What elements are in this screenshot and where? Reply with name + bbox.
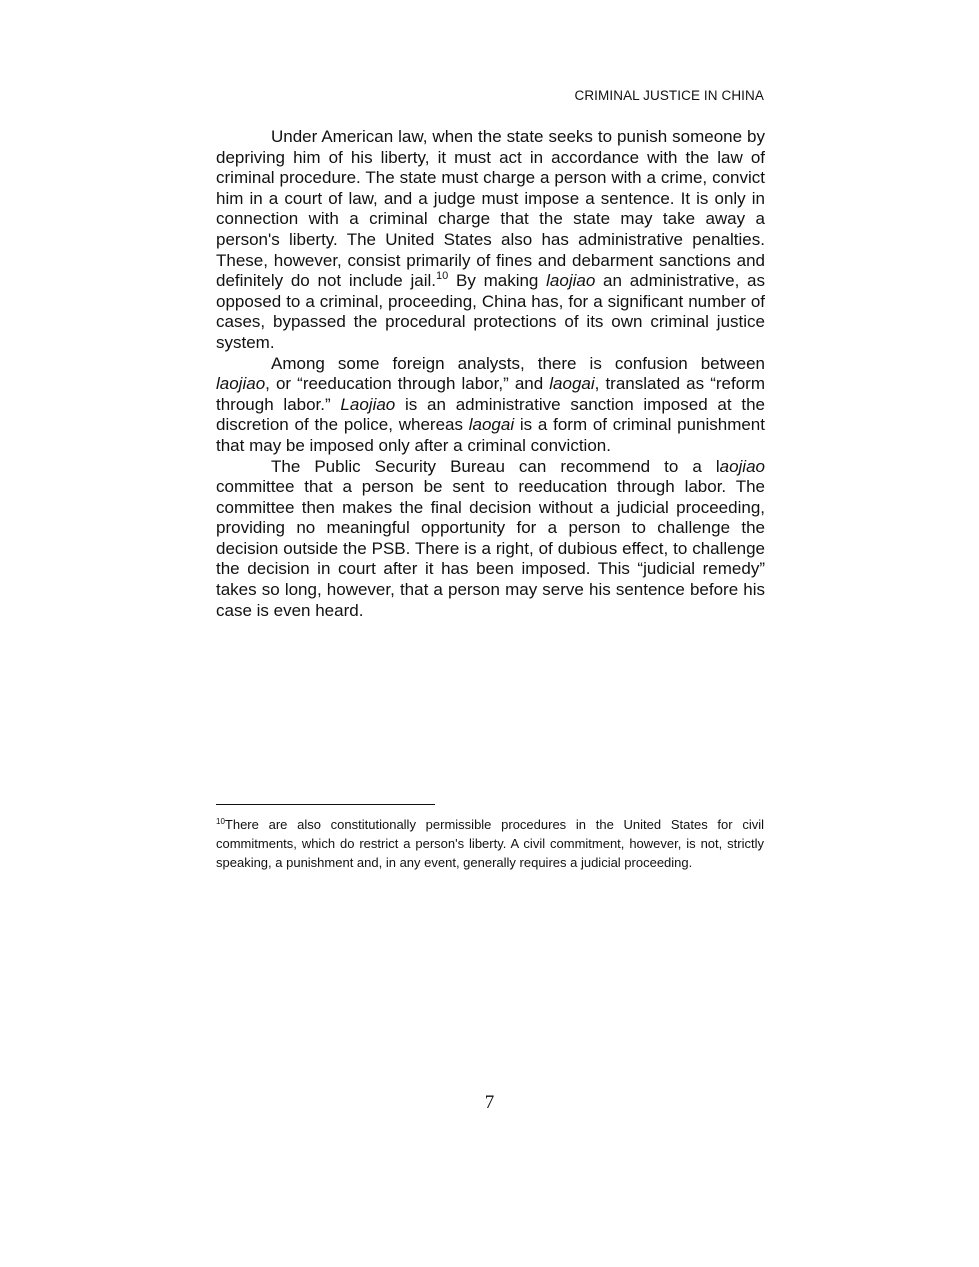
footnote-text: There are also constitutionally permissible procedures in the United States for civil commitments, which do restrict a person's liberty. A civil commitment, however, is not, strictly speaking, a punishment and, in any event, generally requires a judicial proceeding.: [216, 817, 764, 870]
term-laojiao: aojiao: [719, 456, 765, 476]
footnote-divider: [216, 804, 435, 805]
term-laogai: laogai: [468, 415, 515, 435]
term-laojiao: Laojiao: [340, 394, 396, 414]
footnote-number: 10: [216, 817, 225, 826]
paragraph-3: The Public Security Bureau can recommend to a laojiao committee that a person be sent to reeducation through labor. The committee then makes the final decision without a judicial proceeding, providing no meaningful opportunity for a person to challenge the decision outside the PSB. There is a right, of dubious effect, to challenge the decision in court after it has been imposed. This “judicial remedy” takes so long, however, that a person may serve his sentence before his case is even heard.: [216, 456, 765, 620]
footnote: [216, 815, 764, 872]
running-header: CRIMINAL JUSTICE IN CHINA: [574, 88, 764, 103]
term-laogai: laogai: [549, 374, 595, 394]
page-number: 7: [484, 1092, 495, 1113]
term-laojiao: laojiao: [546, 271, 596, 291]
term-laojiao: laojiao: [216, 374, 266, 394]
paragraph-1: Under American law, when the state seeks to punish someone by depriving him of his liberty, it must act in accordance with the law of criminal procedure. The state must charge a person with a crime, convict him in a court of law, and a judge must impose a sentence. It is only in connection with a criminal charge that the state may take away a person's liberty. The United States also has administrative penalties. These, however, consist primarily of fines and debarment sanctions and definitely do not include jail.$^{10}$ By making laojiao an administrative, as opposed to a criminal, proceeding, China has, for a significant number of cases, bypassed the procedural protections of its own criminal justice system.: [216, 127, 765, 352]
footnote-reference[interactable]: 10: [436, 270, 449, 283]
body-text: [216, 127, 765, 621]
paragraph-2: Among some foreign analysts, there is confusion between laojiao, or “reeducation through labor,” and laogai, translated as “reform through labor.” Laojiao is an administrative sanction imposed at the discretion of the police, whereas laogai is a form of criminal punishment that may be imposed only after a criminal conviction.: [216, 353, 765, 455]
